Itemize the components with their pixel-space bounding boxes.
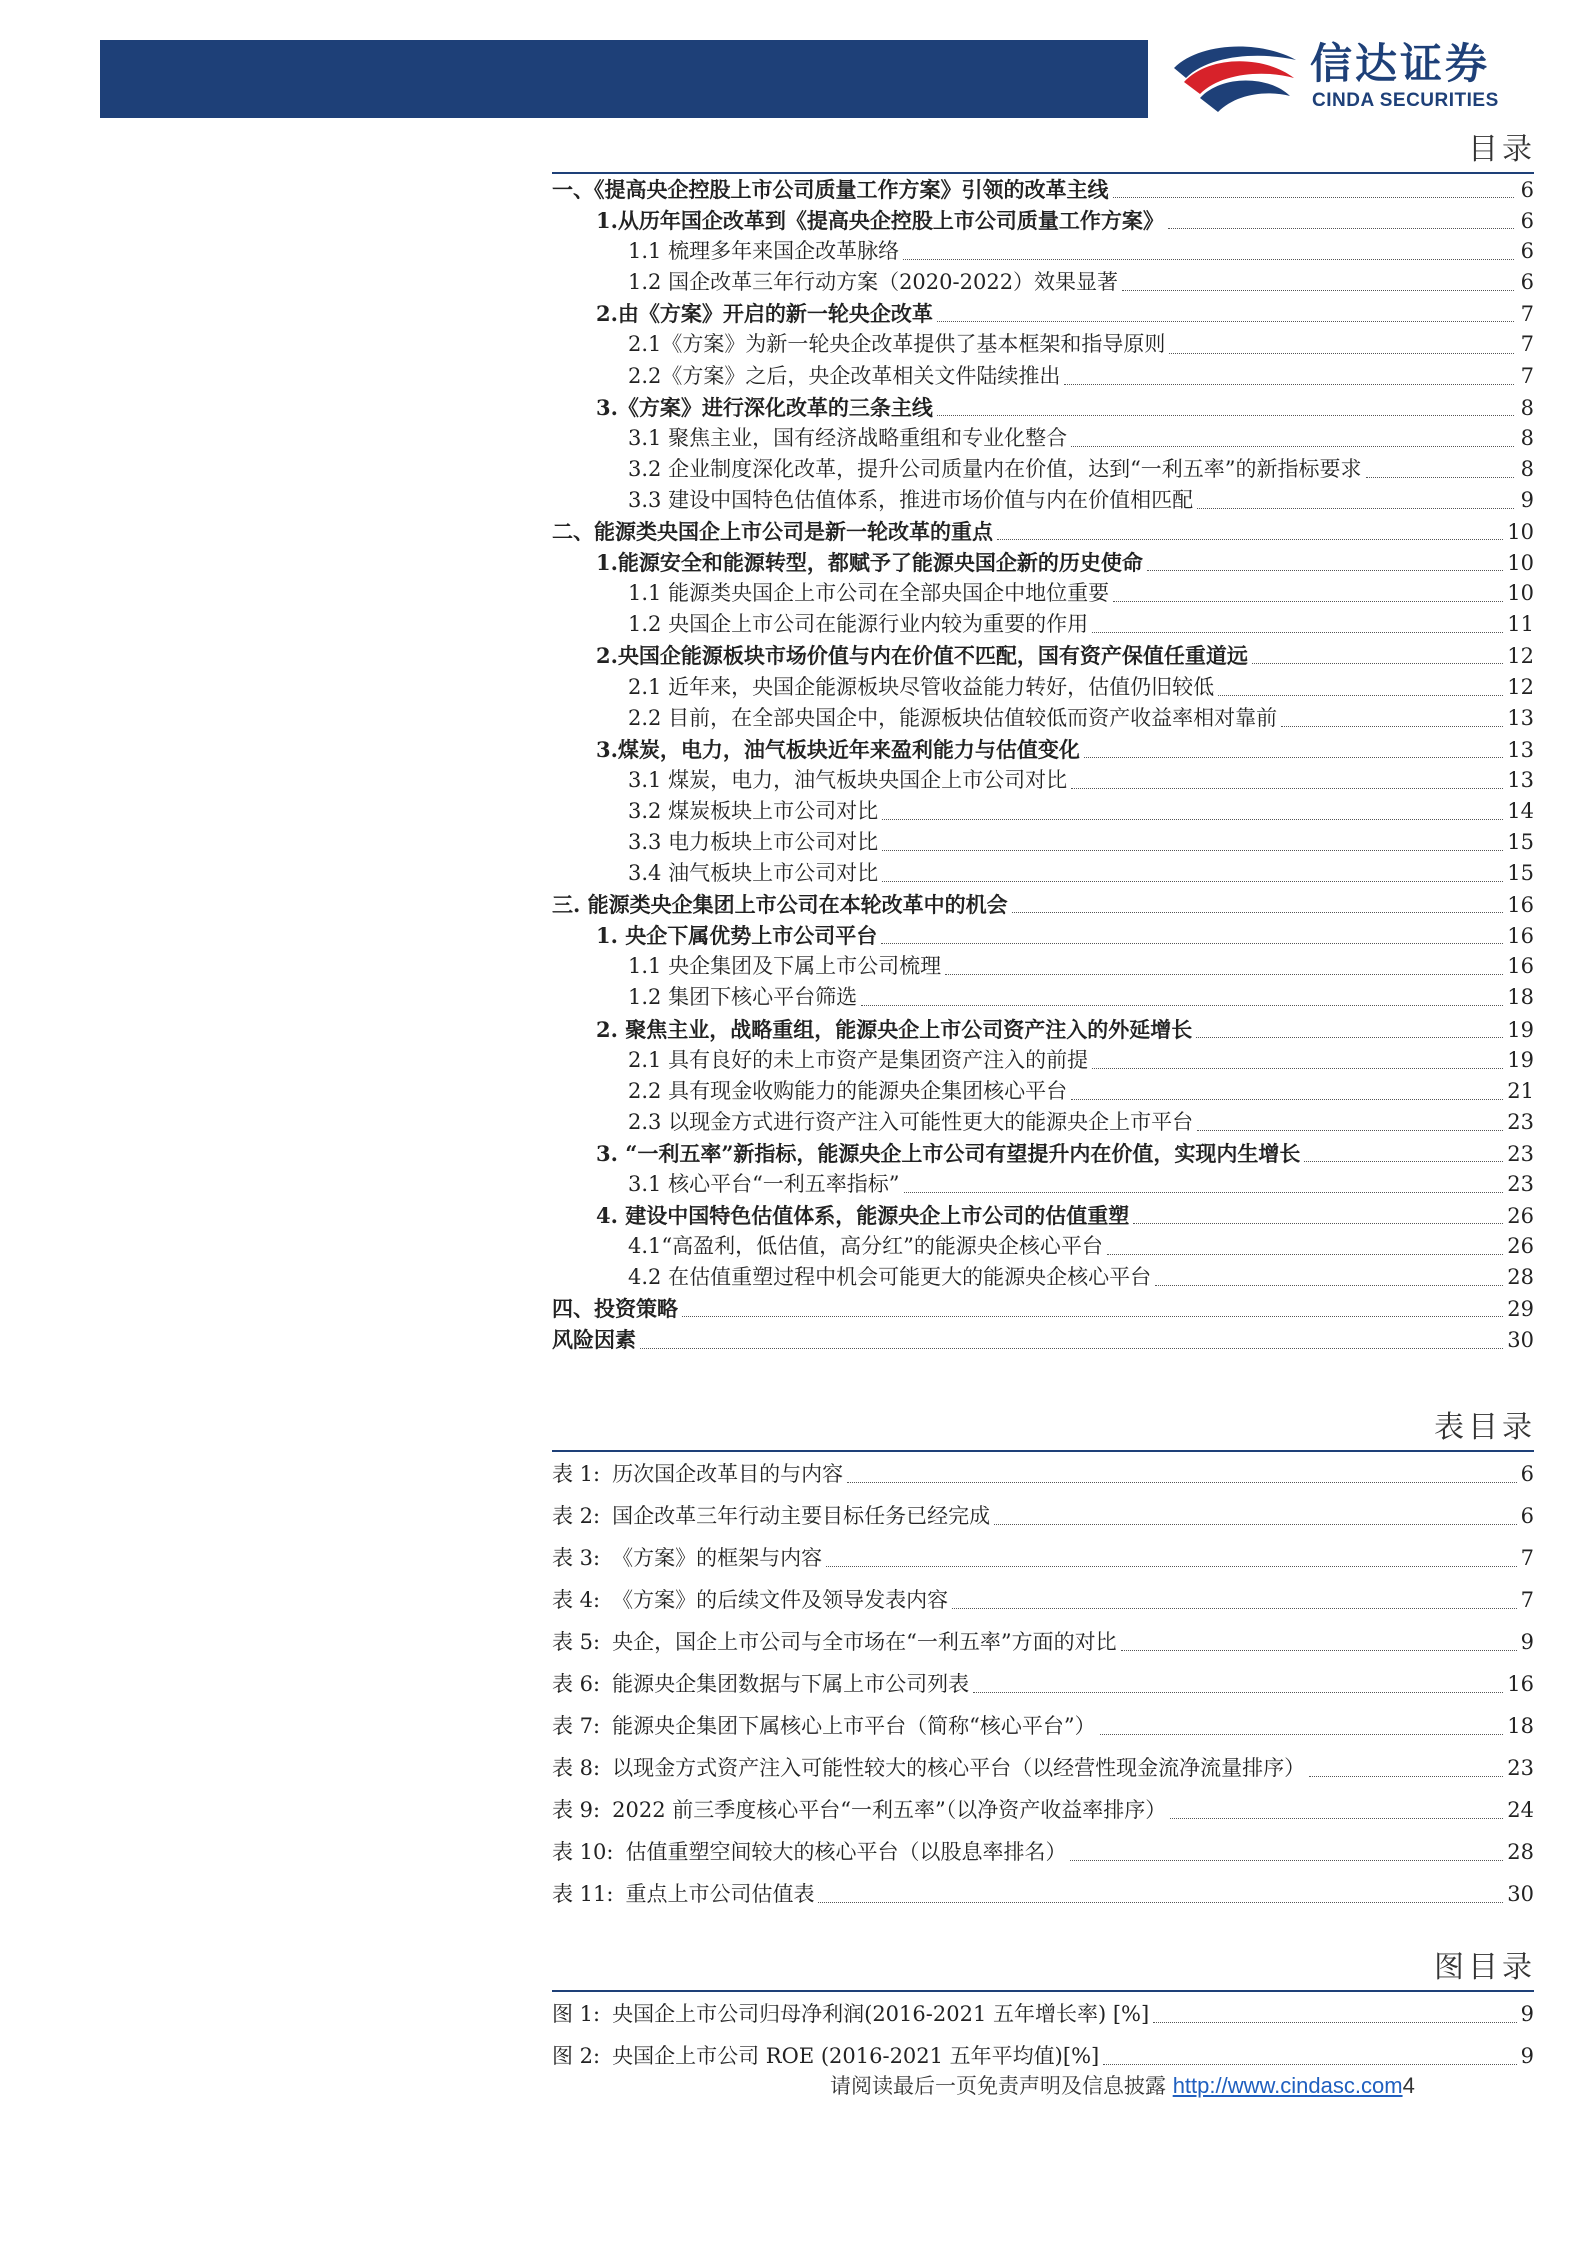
toc-entry-page: 16	[1507, 924, 1534, 949]
toc-entry[interactable]	[552, 516, 1534, 547]
toc-entry-page: 26	[1507, 1234, 1534, 1259]
toc-entry-title: 3.2 企业制度深化改革，提升公司质量内在价值，达到“一利五率”的新指标要求	[628, 456, 1362, 481]
figures-toc-list	[552, 1993, 1534, 2077]
toc-entry-title: 2.1《方案》为新一轮央企改革提供了基本框架和指导原则	[628, 332, 1166, 357]
toc-entry[interactable]	[552, 640, 1534, 671]
table-toc-entry-title: 能源央企集团下属核心上市平台（简称“核心平台”）	[612, 1714, 1096, 1738]
dot-leader	[937, 321, 1514, 322]
toc-entry-page: 8	[1520, 425, 1534, 450]
toc-entry-page: 15	[1507, 829, 1534, 854]
dot-leader	[847, 1482, 1517, 1483]
table-toc-entry[interactable]	[552, 1621, 1534, 1663]
figure-toc-entry-label: 图 2:	[552, 2044, 601, 2068]
toc-entry[interactable]	[552, 920, 1534, 951]
logo-english-name: CINDA SECURITIES	[1312, 90, 1499, 111]
toc-entry[interactable]	[552, 1107, 1534, 1138]
toc-entry-title: 二、能源类央国企上市公司是新一轮改革的重点	[552, 519, 993, 545]
toc-entry-page: 13	[1507, 737, 1534, 762]
toc-entry-page: 14	[1507, 798, 1534, 823]
toc-entry[interactable]	[552, 734, 1534, 765]
toc-entry[interactable]	[552, 485, 1534, 516]
table-toc-entry-title: 历次国企改革目的与内容	[612, 1462, 844, 1486]
dot-leader	[1092, 1068, 1503, 1069]
dot-leader	[1122, 290, 1514, 291]
footer-url-link[interactable]: http://www.cindasc.com	[1172, 2073, 1403, 2098]
table-toc-entry-page: 30	[1507, 1882, 1534, 1906]
dot-leader	[1133, 1223, 1503, 1224]
toc-entry-page: 18	[1507, 985, 1534, 1010]
toc-entry-page: 21	[1507, 1078, 1534, 1103]
toc-entry[interactable]	[552, 298, 1534, 329]
toc-entry-page: 13	[1507, 767, 1534, 792]
toc-entry-page: 11	[1507, 612, 1534, 637]
tables-toc-list	[552, 1453, 1534, 1915]
dot-leader	[882, 819, 1503, 820]
dot-leader	[1100, 1734, 1504, 1735]
dot-leader	[1071, 788, 1503, 789]
toc-entry-page: 28	[1507, 1265, 1534, 1290]
toc-entry-page: 12	[1507, 674, 1534, 699]
toc-entry-page: 23	[1507, 1172, 1534, 1196]
toc-entry[interactable]	[552, 205, 1534, 236]
table-toc-entry-label: 表 8:	[552, 1756, 601, 1780]
dot-leader	[1197, 508, 1514, 509]
tables-toc-title: 表目录	[1434, 1410, 1536, 1445]
toc-entry-page: 6	[1520, 209, 1534, 234]
dot-leader	[1071, 446, 1514, 447]
table-toc-entry[interactable]	[552, 1873, 1534, 1915]
table-toc-entry-title: 《方案》的框架与内容	[612, 1546, 823, 1570]
table-toc-entry-label: 表 5:	[552, 1630, 601, 1654]
dot-leader	[882, 881, 1503, 882]
toc-entry-page: 23	[1507, 1141, 1534, 1166]
toc-entry-title: 4. 建设中国特色估值体系，能源央企上市公司的估值重塑	[596, 1203, 1130, 1229]
toc-entry[interactable]	[552, 174, 1534, 205]
toc-entry-title: 1.1 梳理多年来国企改革脉络	[628, 239, 900, 264]
dot-leader	[1071, 1099, 1503, 1100]
toc-entry-title: 1.2 国企改革三年行动方案（2020-2022）效果显著	[628, 270, 1119, 295]
toc-entry-page: 7	[1520, 332, 1534, 357]
toc-entry-title: 2.2 目前，在全部央国企中，能源板块估值较低而资产收益率相对靠前	[628, 705, 1278, 730]
table-toc-entry-title: 重点上市公司估值表	[625, 1882, 815, 1906]
toc-entry-title: 2.2 具有现金收购能力的能源央企集团核心平台	[628, 1078, 1068, 1103]
toc-entry-page: 6	[1520, 270, 1534, 295]
toc-entry-page: 30	[1507, 1328, 1534, 1353]
table-toc-entry-page: 24	[1507, 1798, 1534, 1822]
toc-entry[interactable]	[552, 1014, 1534, 1045]
figure-toc-entry-page: 9	[1520, 2002, 1534, 2026]
dot-leader	[997, 539, 1503, 540]
toc-entry-title: 3.3 电力板块上市公司对比	[628, 829, 879, 854]
toc-entry-title: 2. 聚焦主业，战略重组，能源央企上市公司资产注入的外延增长	[596, 1016, 1193, 1042]
table-toc-entry-page: 7	[1520, 1546, 1534, 1570]
dot-leader	[1281, 726, 1503, 727]
dot-leader	[1070, 1860, 1503, 1861]
table-toc-entry[interactable]	[552, 1663, 1534, 1705]
figures-toc-rule	[552, 1990, 1534, 1992]
toc-entry[interactable]	[552, 1169, 1534, 1200]
dot-leader	[937, 415, 1514, 416]
dot-leader	[1121, 1650, 1517, 1651]
table-toc-entry-page: 9	[1520, 1630, 1534, 1654]
dot-leader	[1366, 477, 1514, 478]
table-toc-entry-label: 表 4:	[552, 1588, 601, 1612]
toc-entry-title: 3.2 煤炭板块上市公司对比	[628, 798, 879, 823]
toc-entry-page: 7	[1520, 363, 1534, 388]
toc-entry-page: 8	[1520, 395, 1534, 420]
toc-entry-page: 6	[1520, 178, 1534, 202]
toc-entry-title: 3.4 油气板块上市公司对比	[628, 861, 879, 886]
table-toc-entry-page: 28	[1507, 1840, 1534, 1864]
toc-entry[interactable]	[552, 982, 1534, 1013]
table-toc-entry-title: 以现金方式资产注入可能性较大的核心平台（以经营性现金流净流量排序）	[612, 1756, 1306, 1780]
toc-entry-title: 3. “一利五率”新指标，能源央企上市公司有望提升内在价值，实现内生增长	[596, 1140, 1301, 1166]
toc-entry-title: 3.1 煤炭，电力，油气板块央国企上市公司对比	[628, 767, 1068, 792]
table-toc-entry-title: 央企，国企上市公司与全市场在“一利五率”方面的对比	[612, 1630, 1117, 1654]
toc-entry-title: 1.1 央企集团及下属上市公司梳理	[628, 954, 942, 979]
table-toc-entry-page: 16	[1507, 1672, 1534, 1696]
dot-leader	[1147, 570, 1503, 571]
table-toc-entry-page: 23	[1507, 1756, 1534, 1780]
toc-entry-page: 15	[1507, 861, 1534, 886]
toc-entry-title: 三. 能源类央企集团上市公司在本轮改革中的机会	[552, 892, 1008, 918]
toc-entry[interactable]	[552, 236, 1534, 267]
footer-disclaimer: 请阅读最后一页免责声明及信息披露	[830, 2074, 1166, 2098]
dot-leader	[1153, 2022, 1516, 2023]
table-toc-entry[interactable]	[552, 1495, 1534, 1537]
dot-leader	[682, 1316, 1503, 1317]
toc-entry[interactable]	[552, 578, 1534, 609]
table-toc-entry[interactable]	[552, 1453, 1534, 1495]
toc-entry-title: 1.能源安全和能源转型，都赋予了能源央国企新的历史使命	[596, 550, 1143, 576]
dot-leader	[904, 1192, 1504, 1193]
toc-entry-page: 29	[1507, 1297, 1534, 1322]
toc-entry[interactable]	[552, 1262, 1534, 1293]
table-toc-entry[interactable]	[552, 1831, 1534, 1873]
table-toc-entry-label: 表 11:	[552, 1882, 614, 1906]
table-toc-entry-label: 表 3:	[552, 1546, 601, 1570]
toc-entry-page: 16	[1507, 893, 1534, 918]
toc-entry-page: 12	[1507, 644, 1534, 669]
toc-entry-title: 2.3 以现金方式进行资产注入可能性更大的能源央企上市平台	[628, 1109, 1194, 1134]
toc-entry-title: 3.3 建设中国特色估值体系，推进市场价值与内在价值相匹配	[628, 487, 1194, 512]
toc-entry-page: 10	[1507, 520, 1534, 545]
toc-entry[interactable]	[552, 703, 1534, 734]
toc-entry[interactable]	[552, 672, 1534, 703]
toc-entry[interactable]	[552, 1324, 1534, 1355]
dot-leader	[903, 259, 1514, 260]
toc-entry[interactable]	[552, 1138, 1534, 1169]
toc-entry[interactable]	[552, 951, 1534, 982]
dot-leader	[1304, 1161, 1503, 1162]
toc-entry-title: 3.1 核心平台“一利五率指标”	[628, 1172, 900, 1196]
toc-entry-page: 19	[1507, 1047, 1534, 1072]
dot-leader	[1103, 2064, 1516, 2065]
toc-entry-title: 2.1 具有良好的未上市资产是集团资产注入的前提	[628, 1047, 1089, 1072]
toc-entry-page: 13	[1507, 705, 1534, 730]
toc-entry-title: 1. 央企下属优势上市公司平台	[596, 923, 878, 949]
toc-entry-title: 1.1 能源类央国企上市公司在全部央国企中地位重要	[628, 581, 1110, 606]
header-banner	[100, 40, 1148, 118]
dot-leader	[818, 1902, 1503, 1903]
toc-entry-title: 3.煤炭，电力，油气板块近年来盈利能力与估值变化	[596, 736, 1080, 762]
figure-toc-entry-page: 9	[1520, 2044, 1534, 2068]
dot-leader	[881, 943, 1503, 944]
table-toc-entry[interactable]	[552, 1705, 1534, 1747]
table-toc-entry-title: 能源央企集团数据与下属上市公司列表	[612, 1672, 970, 1696]
toc-list	[552, 174, 1534, 1356]
toc-entry[interactable]	[552, 547, 1534, 578]
dot-leader	[1309, 1776, 1503, 1777]
toc-entry-title: 四、投资策略	[552, 1296, 678, 1322]
dot-leader	[1107, 1254, 1503, 1255]
toc-entry-page: 19	[1507, 1017, 1534, 1042]
toc-entry[interactable]	[552, 889, 1534, 920]
cinda-logo-icon	[1170, 38, 1300, 118]
toc-entry-title: 2.央国企能源板块市场价值与内在价值不匹配，国有资产保值任重道远	[596, 643, 1248, 669]
dot-leader	[1084, 757, 1503, 758]
toc-entry[interactable]	[552, 1076, 1534, 1107]
table-toc-entry-label: 表 7:	[552, 1714, 601, 1738]
cinda-logo	[1170, 36, 1560, 122]
dot-leader	[952, 1608, 1517, 1609]
figures-toc-title: 图目录	[1434, 1950, 1536, 1985]
toc-entry[interactable]	[552, 858, 1534, 889]
toc-entry[interactable]	[552, 329, 1534, 360]
toc-entry-title: 4.1“高盈利，低估值，高分红”的能源央企核心平台	[628, 1234, 1103, 1259]
toc-entry-page: 23	[1507, 1109, 1534, 1134]
dot-leader	[1196, 1037, 1503, 1038]
toc-title: 目录	[1468, 132, 1536, 167]
toc-entry-page: 8	[1520, 456, 1534, 481]
dot-leader	[640, 1348, 1503, 1349]
toc-entry-title: 3.《方案》进行深化改革的三条主线	[596, 394, 933, 420]
dot-leader	[973, 1692, 1503, 1693]
dot-leader	[1252, 663, 1503, 664]
table-toc-entry-page: 6	[1520, 1504, 1534, 1528]
toc-entry[interactable]	[552, 1231, 1534, 1262]
toc-entry-title: 3.1 聚焦主业，国有经济战略重组和专业化整合	[628, 425, 1068, 450]
logo-chinese-name: 信达证券	[1310, 39, 1491, 88]
table-toc-entry-title: 估值重塑空间较大的核心平台（以股息率排名）	[625, 1840, 1067, 1864]
toc-entry[interactable]	[552, 1200, 1534, 1231]
toc-entry-title: 4.2 在估值重塑过程中机会可能更大的能源央企核心平台	[628, 1265, 1152, 1290]
table-toc-entry-title: 2022 前三季度核心平台“一利五率”（以净资产收益率排序）	[612, 1798, 1167, 1822]
figure-toc-entry-title: 央国企上市公司归母净利润(2016-2021 五年增长率) [%]	[612, 2002, 1150, 2026]
dot-leader	[945, 974, 1503, 975]
table-toc-entry-label: 表 2:	[552, 1504, 601, 1528]
toc-entry[interactable]	[552, 765, 1534, 796]
table-toc-entry-label: 表 9:	[552, 1798, 601, 1822]
figure-toc-entry-title: 央国企上市公司 ROE (2016-2021 五年平均值)[%]	[612, 2044, 1100, 2068]
table-toc-entry-label: 表 10:	[552, 1840, 614, 1864]
toc-entry-page: 10	[1507, 581, 1534, 606]
toc-entry-title: 1.从历年国企改革到《提高央企控股上市公司质量工作方案》	[596, 208, 1164, 234]
toc-entry-title: 2.2《方案》之后，央企改革相关文件陆续推出	[628, 363, 1061, 388]
toc-entry[interactable]	[552, 454, 1534, 485]
dot-leader	[1113, 601, 1503, 602]
dot-leader	[1064, 384, 1514, 385]
toc-entry[interactable]	[552, 1293, 1534, 1324]
toc-entry-page: 10	[1507, 551, 1534, 576]
toc-entry-title: 2.由《方案》开启的新一轮央企改革	[596, 301, 933, 327]
toc-entry-page: 6	[1520, 239, 1534, 264]
table-toc-entry[interactable]	[552, 1789, 1534, 1831]
dot-leader	[1155, 1285, 1503, 1286]
toc-entry[interactable]	[552, 796, 1534, 827]
tables-toc-rule	[552, 1450, 1534, 1452]
dot-leader	[1197, 1130, 1503, 1131]
table-toc-entry[interactable]	[552, 1747, 1534, 1789]
table-toc-entry-page: 7	[1520, 1588, 1534, 1612]
toc-entry-page: 7	[1520, 302, 1534, 327]
toc-entry-page: 16	[1507, 954, 1534, 979]
toc-entry[interactable]	[552, 392, 1534, 423]
dot-leader	[861, 1005, 1503, 1006]
toc-entry[interactable]	[552, 423, 1534, 454]
toc-entry-title: 1.2 集团下核心平台筛选	[628, 985, 858, 1010]
dot-leader	[1169, 353, 1514, 354]
dot-leader	[1012, 912, 1504, 913]
toc-entry-title: 风险因素	[552, 1327, 636, 1353]
dot-leader	[1218, 695, 1503, 696]
dot-leader	[994, 1524, 1517, 1525]
toc-entry[interactable]	[552, 827, 1534, 858]
dot-leader	[826, 1566, 1517, 1567]
toc-entry[interactable]	[552, 267, 1534, 298]
table-toc-entry[interactable]	[552, 1579, 1534, 1621]
toc-entry[interactable]	[552, 361, 1534, 392]
toc-entry-title: 1.2 央国企上市公司在能源行业内较为重要的作用	[628, 612, 1089, 637]
figure-toc-entry[interactable]	[552, 1993, 1534, 2035]
dot-leader	[882, 850, 1503, 851]
toc-entry-page: 9	[1520, 487, 1534, 512]
table-toc-entry-label: 表 6:	[552, 1672, 601, 1696]
dot-leader	[1170, 1818, 1503, 1819]
dot-leader	[1113, 197, 1515, 198]
table-toc-entry-title: 《方案》的后续文件及领导发表内容	[612, 1588, 949, 1612]
dot-leader	[1092, 632, 1503, 633]
page-footer	[830, 2070, 1415, 2100]
table-toc-entry-title: 国企改革三年行动主要目标任务已经完成	[612, 1504, 991, 1528]
footer-page-number: 4	[1402, 2073, 1415, 2098]
toc-entry-title: 2.1 近年来，央国企能源板块尽管收益能力转好，估值仍旧较低	[628, 674, 1215, 699]
table-toc-entry-page: 6	[1520, 1462, 1534, 1486]
figure-toc-entry-label: 图 1:	[552, 2002, 601, 2026]
toc-entry-title: 一、《提高央企控股上市公司质量工作方案》引领的改革主线	[552, 177, 1109, 202]
toc-entry[interactable]	[552, 609, 1534, 640]
toc-entry-page: 26	[1507, 1204, 1534, 1229]
table-toc-entry-page: 18	[1507, 1714, 1534, 1738]
dot-leader	[1168, 228, 1514, 229]
table-toc-entry-label: 表 1:	[552, 1462, 601, 1486]
table-toc-entry[interactable]	[552, 1537, 1534, 1579]
toc-entry[interactable]	[552, 1045, 1534, 1076]
